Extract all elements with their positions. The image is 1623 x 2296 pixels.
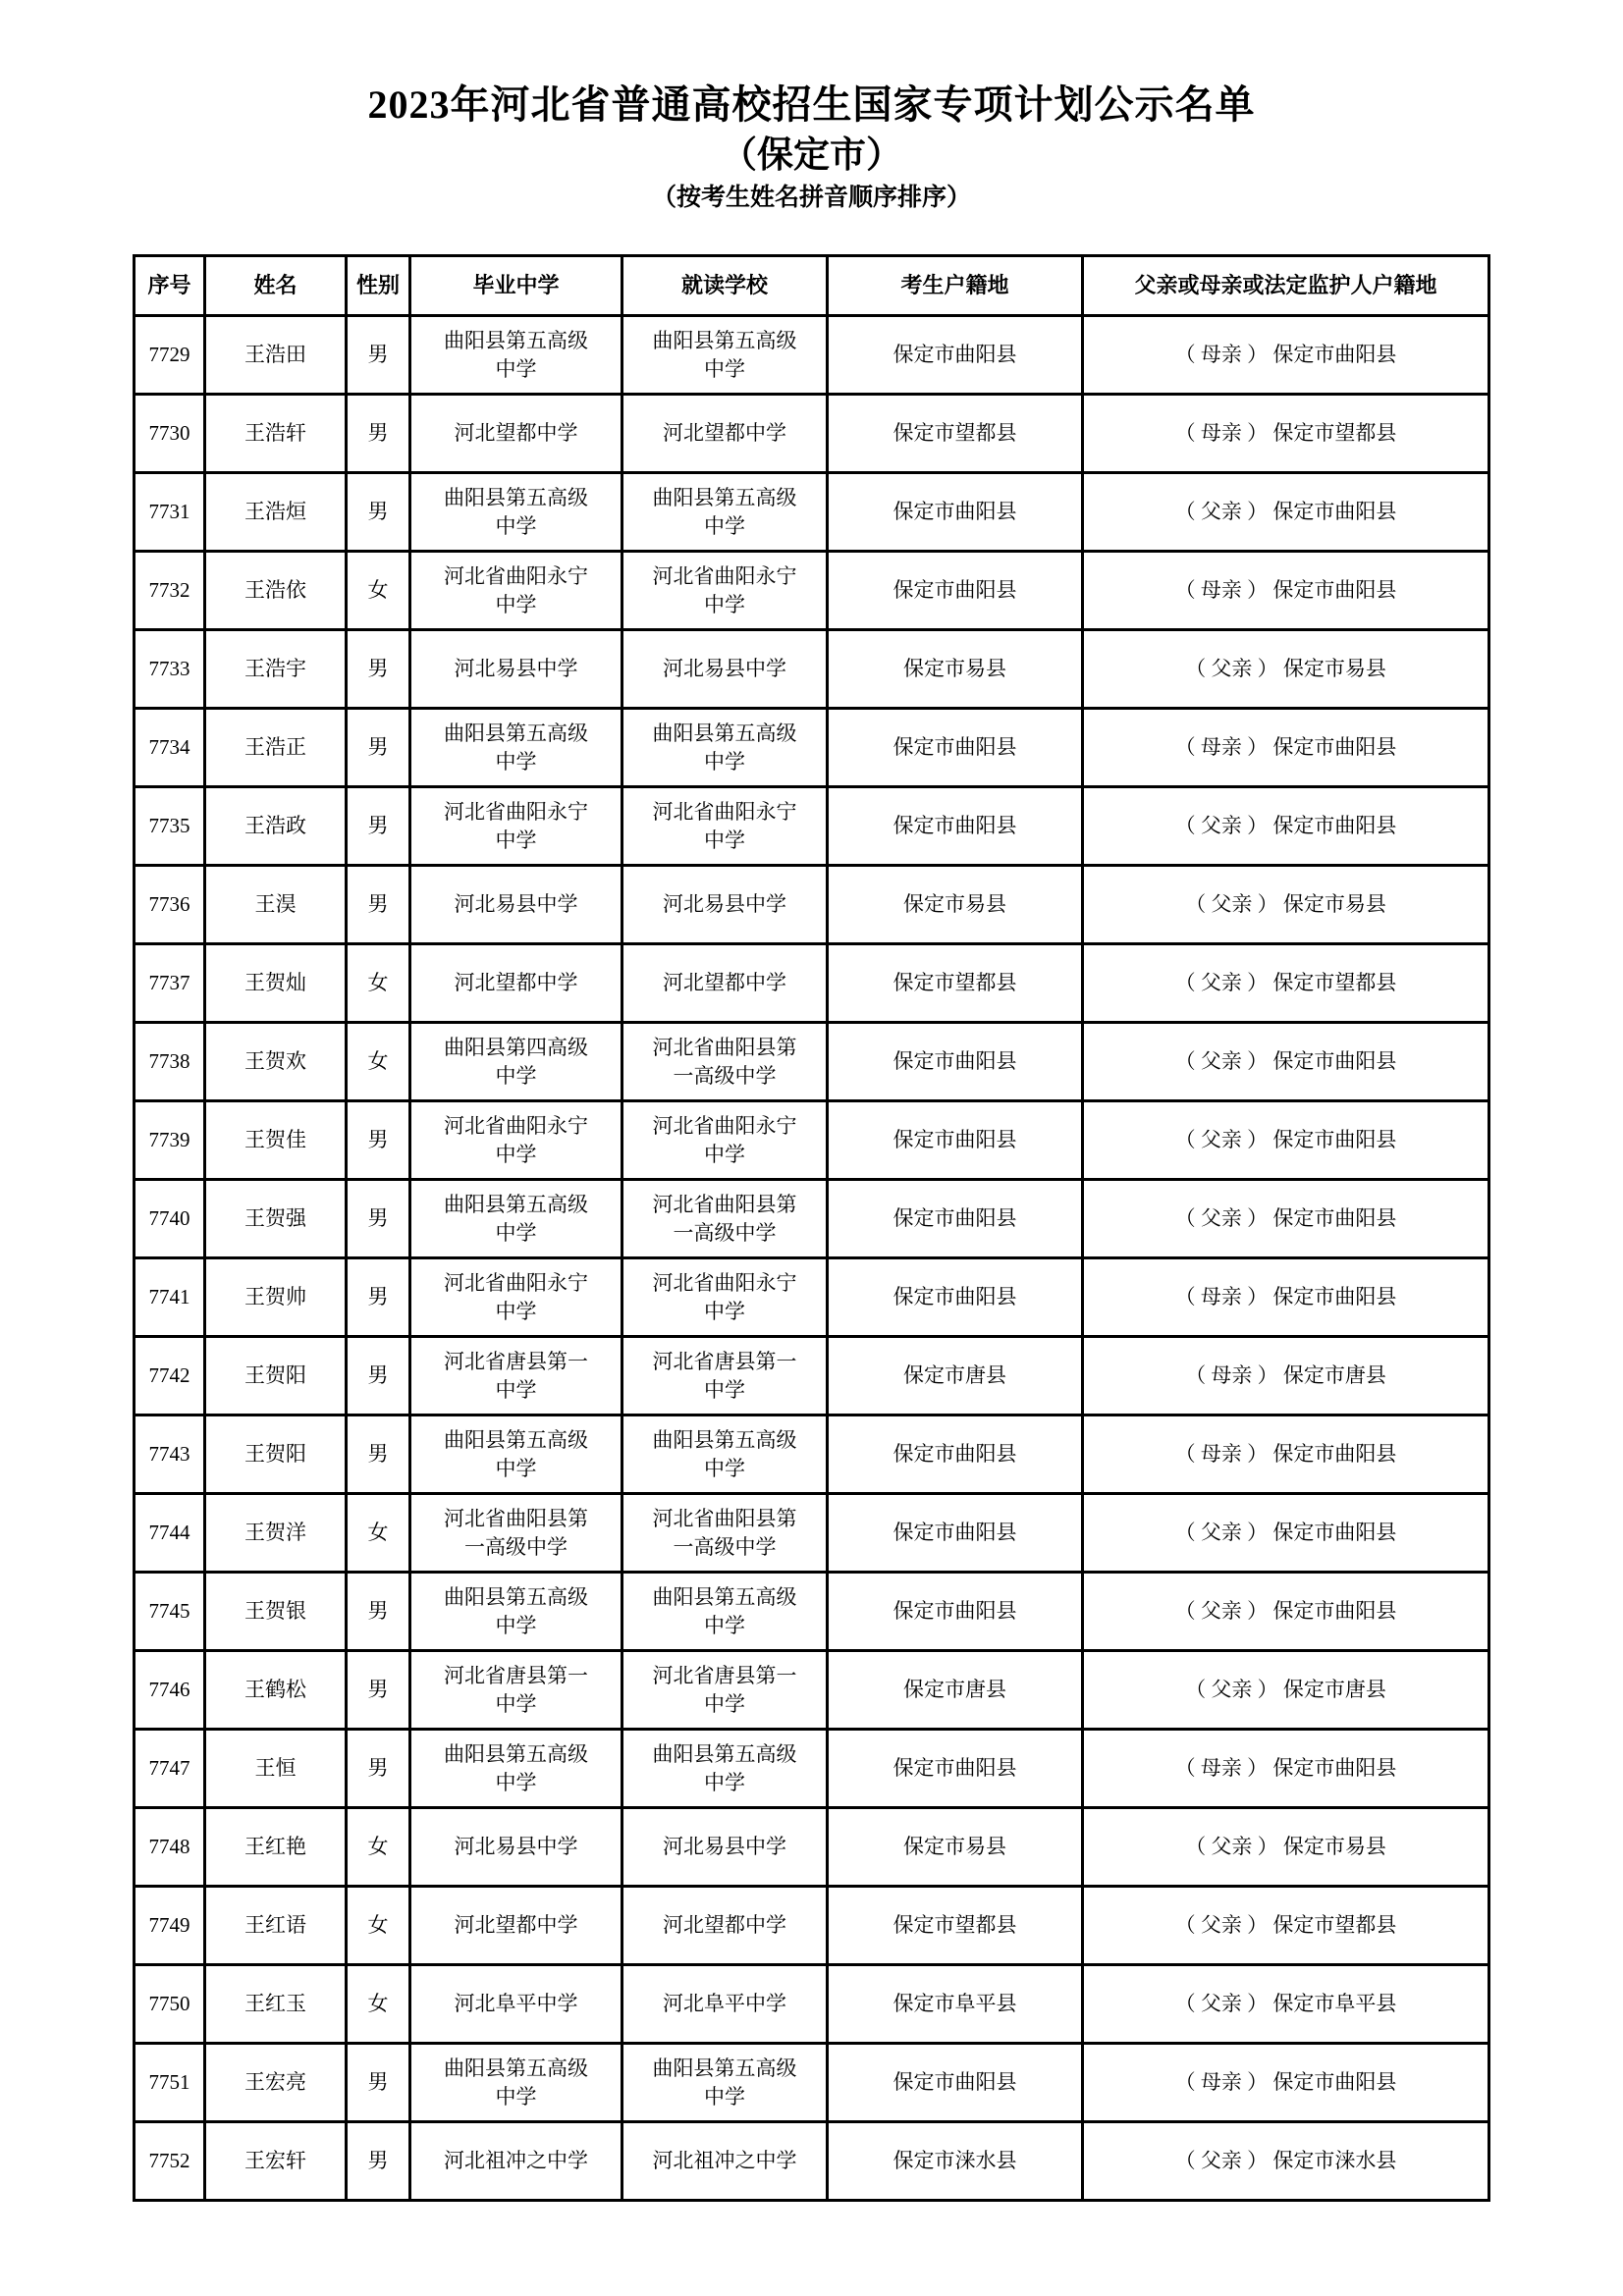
- cell-guardian-residence: （ 母亲 ） 保定市曲阳县: [1083, 552, 1489, 630]
- cell-name: 王红玉: [205, 1965, 347, 2044]
- header-candidate-residence: 考生户籍地: [828, 256, 1083, 316]
- table-row: [135, 1651, 1489, 1730]
- cell-gender: 女: [347, 1808, 410, 1887]
- cell-graduate-school: 河北望都中学: [410, 1887, 622, 1965]
- cell-name: 王浩正: [205, 709, 347, 787]
- cell-graduate-school: 河北省曲阳永宁中学: [410, 552, 622, 630]
- cell-guardian-residence: （ 母亲 ） 保定市曲阳县: [1083, 2044, 1489, 2122]
- cell-gender: 男: [347, 1651, 410, 1730]
- cell-gender: 女: [347, 1965, 410, 2044]
- cell-name: 王浩宇: [205, 630, 347, 709]
- table-row: [135, 866, 1489, 944]
- cell-graduate-school: 曲阳县第四高级中学: [410, 1023, 622, 1101]
- cell-guardian-residence: （ 父亲 ） 保定市唐县: [1083, 1651, 1489, 1730]
- cell-graduate-school: 河北省唐县第一中学: [410, 1337, 622, 1415]
- cell-guardian-residence: （ 父亲 ） 保定市曲阳县: [1083, 1573, 1489, 1651]
- table-row: [135, 2122, 1489, 2201]
- cell-index: 7734: [135, 709, 205, 787]
- cell-guardian-residence: （ 父亲 ） 保定市曲阳县: [1083, 1101, 1489, 1180]
- cell-current-school: 河北望都中学: [622, 944, 828, 1023]
- cell-name: 王贺银: [205, 1573, 347, 1651]
- cell-candidate-residence: 保定市曲阳县: [828, 2044, 1083, 2122]
- table-row: [135, 787, 1489, 866]
- cell-guardian-residence: （ 母亲 ） 保定市唐县: [1083, 1337, 1489, 1415]
- cell-graduate-school: 河北祖冲之中学: [410, 2122, 622, 2201]
- cell-guardian-residence: （ 父亲 ） 保定市易县: [1083, 1808, 1489, 1887]
- cell-gender: 女: [347, 1494, 410, 1573]
- table-row: [135, 1494, 1489, 1573]
- cell-index: 7732: [135, 552, 205, 630]
- cell-gender: 男: [347, 1101, 410, 1180]
- cell-candidate-residence: 保定市易县: [828, 630, 1083, 709]
- cell-guardian-residence: （ 父亲 ） 保定市曲阳县: [1083, 1494, 1489, 1573]
- table-row: [135, 1101, 1489, 1180]
- cell-candidate-residence: 保定市曲阳县: [828, 1494, 1083, 1573]
- cell-current-school: 河北易县中学: [622, 630, 828, 709]
- table-row: [135, 395, 1489, 473]
- table-row: [135, 709, 1489, 787]
- cell-name: 王贺佳: [205, 1101, 347, 1180]
- page-subtitle: （保定市）: [721, 135, 902, 176]
- cell-index: 7741: [135, 1258, 205, 1337]
- cell-candidate-residence: 保定市曲阳县: [828, 1023, 1083, 1101]
- cell-graduate-school: 曲阳县第五高级中学: [410, 1573, 622, 1651]
- cell-guardian-residence: （ 父亲 ） 保定市曲阳县: [1083, 473, 1489, 552]
- header-row: [135, 256, 1489, 316]
- cell-index: 7748: [135, 1808, 205, 1887]
- cell-graduate-school: 曲阳县第五高级中学: [410, 709, 622, 787]
- cell-graduate-school: 河北省曲阳永宁中学: [410, 1258, 622, 1337]
- cell-candidate-residence: 保定市曲阳县: [828, 1730, 1083, 1808]
- cell-index: 7752: [135, 2122, 205, 2201]
- cell-current-school: 曲阳县第五高级中学: [622, 1730, 828, 1808]
- cell-guardian-residence: （ 母亲 ） 保定市望都县: [1083, 395, 1489, 473]
- table-row: [135, 1965, 1489, 2044]
- page-title: 2023年河北省普通高校招生国家专项计划公示名单: [367, 82, 1256, 127]
- cell-gender: 男: [347, 473, 410, 552]
- cell-candidate-residence: 保定市曲阳县: [828, 473, 1083, 552]
- cell-guardian-residence: （ 母亲 ） 保定市曲阳县: [1083, 1258, 1489, 1337]
- cell-current-school: 河北省唐县第一中学: [622, 1337, 828, 1415]
- cell-candidate-residence: 保定市望都县: [828, 1887, 1083, 1965]
- cell-name: 王浩依: [205, 552, 347, 630]
- cell-guardian-residence: （ 父亲 ） 保定市望都县: [1083, 944, 1489, 1023]
- cell-gender: 男: [347, 630, 410, 709]
- cell-current-school: 河北省曲阳县第一高级中学: [622, 1494, 828, 1573]
- table-row: [135, 552, 1489, 630]
- cell-name: 王贺阳: [205, 1337, 347, 1415]
- sort-order-note: （按考生姓名拼音顺序排序）: [651, 184, 971, 211]
- cell-name: 王宏亮: [205, 2044, 347, 2122]
- cell-graduate-school: 河北易县中学: [410, 630, 622, 709]
- cell-name: 王浩田: [205, 316, 347, 395]
- cell-index: 7736: [135, 866, 205, 944]
- cell-guardian-residence: （ 母亲 ） 保定市曲阳县: [1083, 709, 1489, 787]
- cell-index: 7737: [135, 944, 205, 1023]
- cell-index: 7750: [135, 1965, 205, 2044]
- header-graduate-school: 毕业中学: [410, 256, 622, 316]
- cell-graduate-school: 曲阳县第五高级中学: [410, 1415, 622, 1494]
- cell-candidate-residence: 保定市望都县: [828, 944, 1083, 1023]
- cell-candidate-residence: 保定市曲阳县: [828, 787, 1083, 866]
- cell-graduate-school: 河北省曲阳永宁中学: [410, 787, 622, 866]
- cell-candidate-residence: 保定市曲阳县: [828, 1101, 1083, 1180]
- cell-guardian-residence: （ 父亲 ） 保定市曲阳县: [1083, 1180, 1489, 1258]
- cell-current-school: 河北望都中学: [622, 1887, 828, 1965]
- cell-name: 王贺阳: [205, 1415, 347, 1494]
- cell-current-school: 河北省曲阳永宁中学: [622, 1258, 828, 1337]
- cell-current-school: 河北省曲阳永宁中学: [622, 552, 828, 630]
- cell-current-school: 河北省曲阳永宁中学: [622, 787, 828, 866]
- table-row: [135, 944, 1489, 1023]
- cell-index: 7744: [135, 1494, 205, 1573]
- header-gender: 性别: [347, 256, 410, 316]
- cell-candidate-residence: 保定市阜平县: [828, 1965, 1083, 2044]
- cell-candidate-residence: 保定市易县: [828, 1808, 1083, 1887]
- cell-candidate-residence: 保定市曲阳县: [828, 1415, 1083, 1494]
- cell-index: 7729: [135, 316, 205, 395]
- cell-gender: 女: [347, 1023, 410, 1101]
- cell-current-school: 曲阳县第五高级中学: [622, 709, 828, 787]
- cell-graduate-school: 河北望都中学: [410, 944, 622, 1023]
- cell-index: 7735: [135, 787, 205, 866]
- cell-gender: 男: [347, 866, 410, 944]
- cell-graduate-school: 河北望都中学: [410, 395, 622, 473]
- table-row: [135, 1337, 1489, 1415]
- cell-graduate-school: 河北省唐县第一中学: [410, 1651, 622, 1730]
- cell-gender: 男: [347, 1730, 410, 1808]
- header-current-school: 就读学校: [622, 256, 828, 316]
- cell-index: 7747: [135, 1730, 205, 1808]
- cell-graduate-school: 曲阳县第五高级中学: [410, 473, 622, 552]
- cell-index: 7751: [135, 2044, 205, 2122]
- table-row: [135, 473, 1489, 552]
- cell-name: 王浩政: [205, 787, 347, 866]
- cell-current-school: 河北易县中学: [622, 866, 828, 944]
- cell-current-school: 曲阳县第五高级中学: [622, 316, 828, 395]
- cell-index: 7738: [135, 1023, 205, 1101]
- cell-candidate-residence: 保定市曲阳县: [828, 552, 1083, 630]
- cell-name: 王红艳: [205, 1808, 347, 1887]
- header-index: 序号: [135, 256, 205, 316]
- table-row: [135, 630, 1489, 709]
- cell-gender: 男: [347, 1573, 410, 1651]
- cell-current-school: 曲阳县第五高级中学: [622, 1415, 828, 1494]
- cell-current-school: 河北省唐县第一中学: [622, 1651, 828, 1730]
- cell-guardian-residence: （ 父亲 ） 保定市阜平县: [1083, 1965, 1489, 2044]
- cell-current-school: 曲阳县第五高级中学: [622, 473, 828, 552]
- roster-table: [133, 254, 1490, 2202]
- cell-gender: 男: [347, 1415, 410, 1494]
- cell-index: 7740: [135, 1180, 205, 1258]
- cell-current-school: 河北易县中学: [622, 1808, 828, 1887]
- table-row: [135, 1415, 1489, 1494]
- cell-name: 王淏: [205, 866, 347, 944]
- cell-current-school: 河北阜平中学: [622, 1965, 828, 2044]
- cell-candidate-residence: 保定市唐县: [828, 1337, 1083, 1415]
- cell-guardian-residence: （ 父亲 ） 保定市曲阳县: [1083, 787, 1489, 866]
- cell-index: 7745: [135, 1573, 205, 1651]
- cell-candidate-residence: 保定市涞水县: [828, 2122, 1083, 2201]
- table-row: [135, 1180, 1489, 1258]
- cell-gender: 男: [347, 1180, 410, 1258]
- cell-guardian-residence: （ 母亲 ） 保定市曲阳县: [1083, 316, 1489, 395]
- cell-graduate-school: 河北易县中学: [410, 866, 622, 944]
- table-row: [135, 1258, 1489, 1337]
- cell-graduate-school: 曲阳县第五高级中学: [410, 1180, 622, 1258]
- cell-graduate-school: 曲阳县第五高级中学: [410, 1730, 622, 1808]
- cell-guardian-residence: （ 母亲 ） 保定市曲阳县: [1083, 1415, 1489, 1494]
- table-row: [135, 1808, 1489, 1887]
- cell-candidate-residence: 保定市曲阳县: [828, 709, 1083, 787]
- cell-gender: 女: [347, 1887, 410, 1965]
- cell-current-school: 河北祖冲之中学: [622, 2122, 828, 2201]
- cell-gender: 男: [347, 1337, 410, 1415]
- cell-candidate-residence: 保定市曲阳县: [828, 1258, 1083, 1337]
- cell-name: 王贺洋: [205, 1494, 347, 1573]
- cell-gender: 男: [347, 787, 410, 866]
- cell-name: 王贺灿: [205, 944, 347, 1023]
- cell-candidate-residence: 保定市易县: [828, 866, 1083, 944]
- cell-gender: 男: [347, 395, 410, 473]
- cell-name: 王红语: [205, 1887, 347, 1965]
- cell-candidate-residence: 保定市望都县: [828, 395, 1083, 473]
- cell-gender: 男: [347, 709, 410, 787]
- cell-gender: 男: [347, 2044, 410, 2122]
- cell-guardian-residence: （ 母亲 ） 保定市曲阳县: [1083, 1730, 1489, 1808]
- cell-guardian-residence: （ 父亲 ） 保定市望都县: [1083, 1887, 1489, 1965]
- cell-index: 7733: [135, 630, 205, 709]
- cell-current-school: 河北省曲阳永宁中学: [622, 1101, 828, 1180]
- cell-guardian-residence: （ 父亲 ） 保定市涞水县: [1083, 2122, 1489, 2201]
- cell-name: 王宏轩: [205, 2122, 347, 2201]
- cell-index: 7746: [135, 1651, 205, 1730]
- cell-graduate-school: 河北阜平中学: [410, 1965, 622, 2044]
- cell-current-school: 河北望都中学: [622, 395, 828, 473]
- cell-name: 王鹤松: [205, 1651, 347, 1730]
- cell-guardian-residence: （ 父亲 ） 保定市易县: [1083, 866, 1489, 944]
- cell-graduate-school: 河北省曲阳县第一高级中学: [410, 1494, 622, 1573]
- cell-index: 7743: [135, 1415, 205, 1494]
- header-guardian-residence: 父亲或母亲或法定监护人户籍地: [1083, 256, 1489, 316]
- cell-index: 7749: [135, 1887, 205, 1965]
- cell-guardian-residence: （ 父亲 ） 保定市曲阳县: [1083, 1023, 1489, 1101]
- cell-name: 王贺帅: [205, 1258, 347, 1337]
- cell-gender: 男: [347, 2122, 410, 2201]
- table-row: [135, 2044, 1489, 2122]
- cell-gender: 女: [347, 944, 410, 1023]
- cell-current-school: 曲阳县第五高级中学: [622, 2044, 828, 2122]
- cell-candidate-residence: 保定市唐县: [828, 1651, 1083, 1730]
- cell-graduate-school: 曲阳县第五高级中学: [410, 2044, 622, 2122]
- cell-candidate-residence: 保定市曲阳县: [828, 1573, 1083, 1651]
- cell-index: 7730: [135, 395, 205, 473]
- cell-current-school: 曲阳县第五高级中学: [622, 1573, 828, 1651]
- cell-index: 7742: [135, 1337, 205, 1415]
- table-row: [135, 1730, 1489, 1808]
- cell-name: 王浩轩: [205, 395, 347, 473]
- cell-current-school: 河北省曲阳县第一高级中学: [622, 1180, 828, 1258]
- table-row: [135, 316, 1489, 395]
- cell-name: 王贺欢: [205, 1023, 347, 1101]
- cell-gender: 女: [347, 552, 410, 630]
- table-row: [135, 1887, 1489, 1965]
- table-row: [135, 1573, 1489, 1651]
- cell-gender: 男: [347, 1258, 410, 1337]
- cell-candidate-residence: 保定市曲阳县: [828, 316, 1083, 395]
- cell-name: 王贺强: [205, 1180, 347, 1258]
- cell-candidate-residence: 保定市曲阳县: [828, 1180, 1083, 1258]
- cell-graduate-school: 曲阳县第五高级中学: [410, 316, 622, 395]
- cell-name: 王浩烜: [205, 473, 347, 552]
- header-name: 姓名: [205, 256, 347, 316]
- table-row: [135, 1023, 1489, 1101]
- cell-index: 7731: [135, 473, 205, 552]
- cell-index: 7739: [135, 1101, 205, 1180]
- cell-gender: 男: [347, 316, 410, 395]
- cell-current-school: 河北省曲阳县第一高级中学: [622, 1023, 828, 1101]
- cell-name: 王恒: [205, 1730, 347, 1808]
- cell-graduate-school: 河北省曲阳永宁中学: [410, 1101, 622, 1180]
- cell-guardian-residence: （ 父亲 ） 保定市易县: [1083, 630, 1489, 709]
- cell-graduate-school: 河北易县中学: [410, 1808, 622, 1887]
